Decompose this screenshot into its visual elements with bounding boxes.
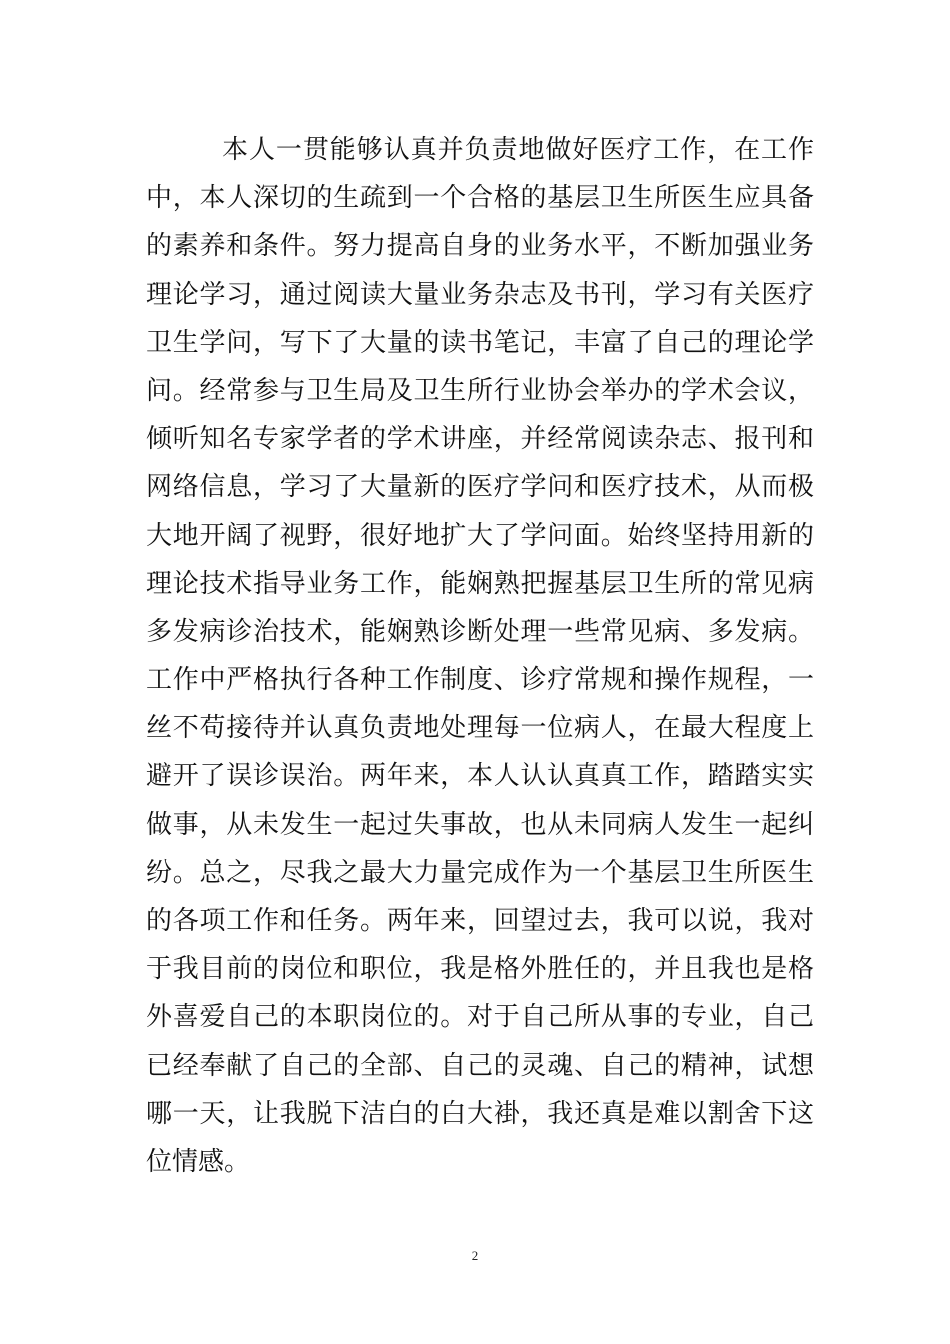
paragraph-line-21: 哪一天，让我脱下洁白的白大褂，我还真是难以割舍下这 (146, 1098, 814, 1129)
paragraph-line-15: 做事，从未发生一起过失事故，也从未同病人发生一起纠 (146, 809, 814, 840)
paragraph-line-7: 倾听知名专家学者的学术讲座，并经常阅读杂志、报刊和 (146, 424, 814, 455)
paragraph-line-2: 中，本人深切的生疏到一个合格的基层卫生所医生应具备 (146, 183, 814, 214)
paragraph-line-10: 理论技术指导业务工作，能娴熟把握基层卫生所的常见病 (146, 568, 814, 599)
page-number: 2 (471, 1248, 479, 1263)
paragraph-line-17: 的各项工作和任务。两年来，回望过去，我可以说，我对 (146, 906, 814, 936)
paragraph-line-4: 理论学习，通过阅读大量业务杂志及书刊，学习有关医疗 (146, 279, 814, 310)
paragraph-line-9: 大地开阔了视野，很好地扩大了学问面。始终坚持用新的 (146, 520, 814, 551)
paragraph-line-16: 纷。总之，尽我之最大力量完成作为一个基层卫生所医生 (146, 857, 814, 888)
paragraph-line-8: 网络信息，学习了大量新的医疗学问和医疗技术，从而极 (146, 472, 814, 503)
paragraph-line-1: 本人一贯能够认真并负责地做好医疗工作，在工作 (222, 135, 814, 165)
paragraph-line-19: 外喜爱自己的本职岗位的。对于自己所从事的专业，自己 (146, 1002, 814, 1033)
paragraph-line-12: 工作中严格执行各种工作制度、诊疗常规和操作规程，一 (146, 665, 814, 696)
paragraph-line-20: 已经奉献了自己的全部、自己的灵魂、自己的精神，试想 (146, 1050, 814, 1081)
paragraph-line-22: 位情感。 (146, 1146, 251, 1177)
paragraph-line-6: 问。经常参与卫生局及卫生所行业协会举办的学术会议， (146, 375, 814, 406)
paragraph-line-5: 卫生学问，写下了大量的读书笔记，丰富了自己的理论学 (146, 327, 814, 358)
paragraph-line-11: 多发病诊治技术，能娴熟诊断处理一些常见病、多发病。 (146, 616, 814, 647)
paragraph-line-3: 的素养和条件。努力提高自身的业务水平，不断加强业务 (146, 231, 814, 262)
paragraph-line-18: 于我目前的岗位和职位，我是格外胜任的，并且我也是格 (146, 954, 814, 985)
paragraph-line-14: 避开了误诊误治。两年来，本人认认真真工作，踏踏实实 (146, 761, 814, 792)
paragraph-line-13: 丝不苟接待并认真负责地处理每一位病人，在最大程度上 (146, 713, 814, 744)
body-paragraph (146, 126, 814, 1186)
